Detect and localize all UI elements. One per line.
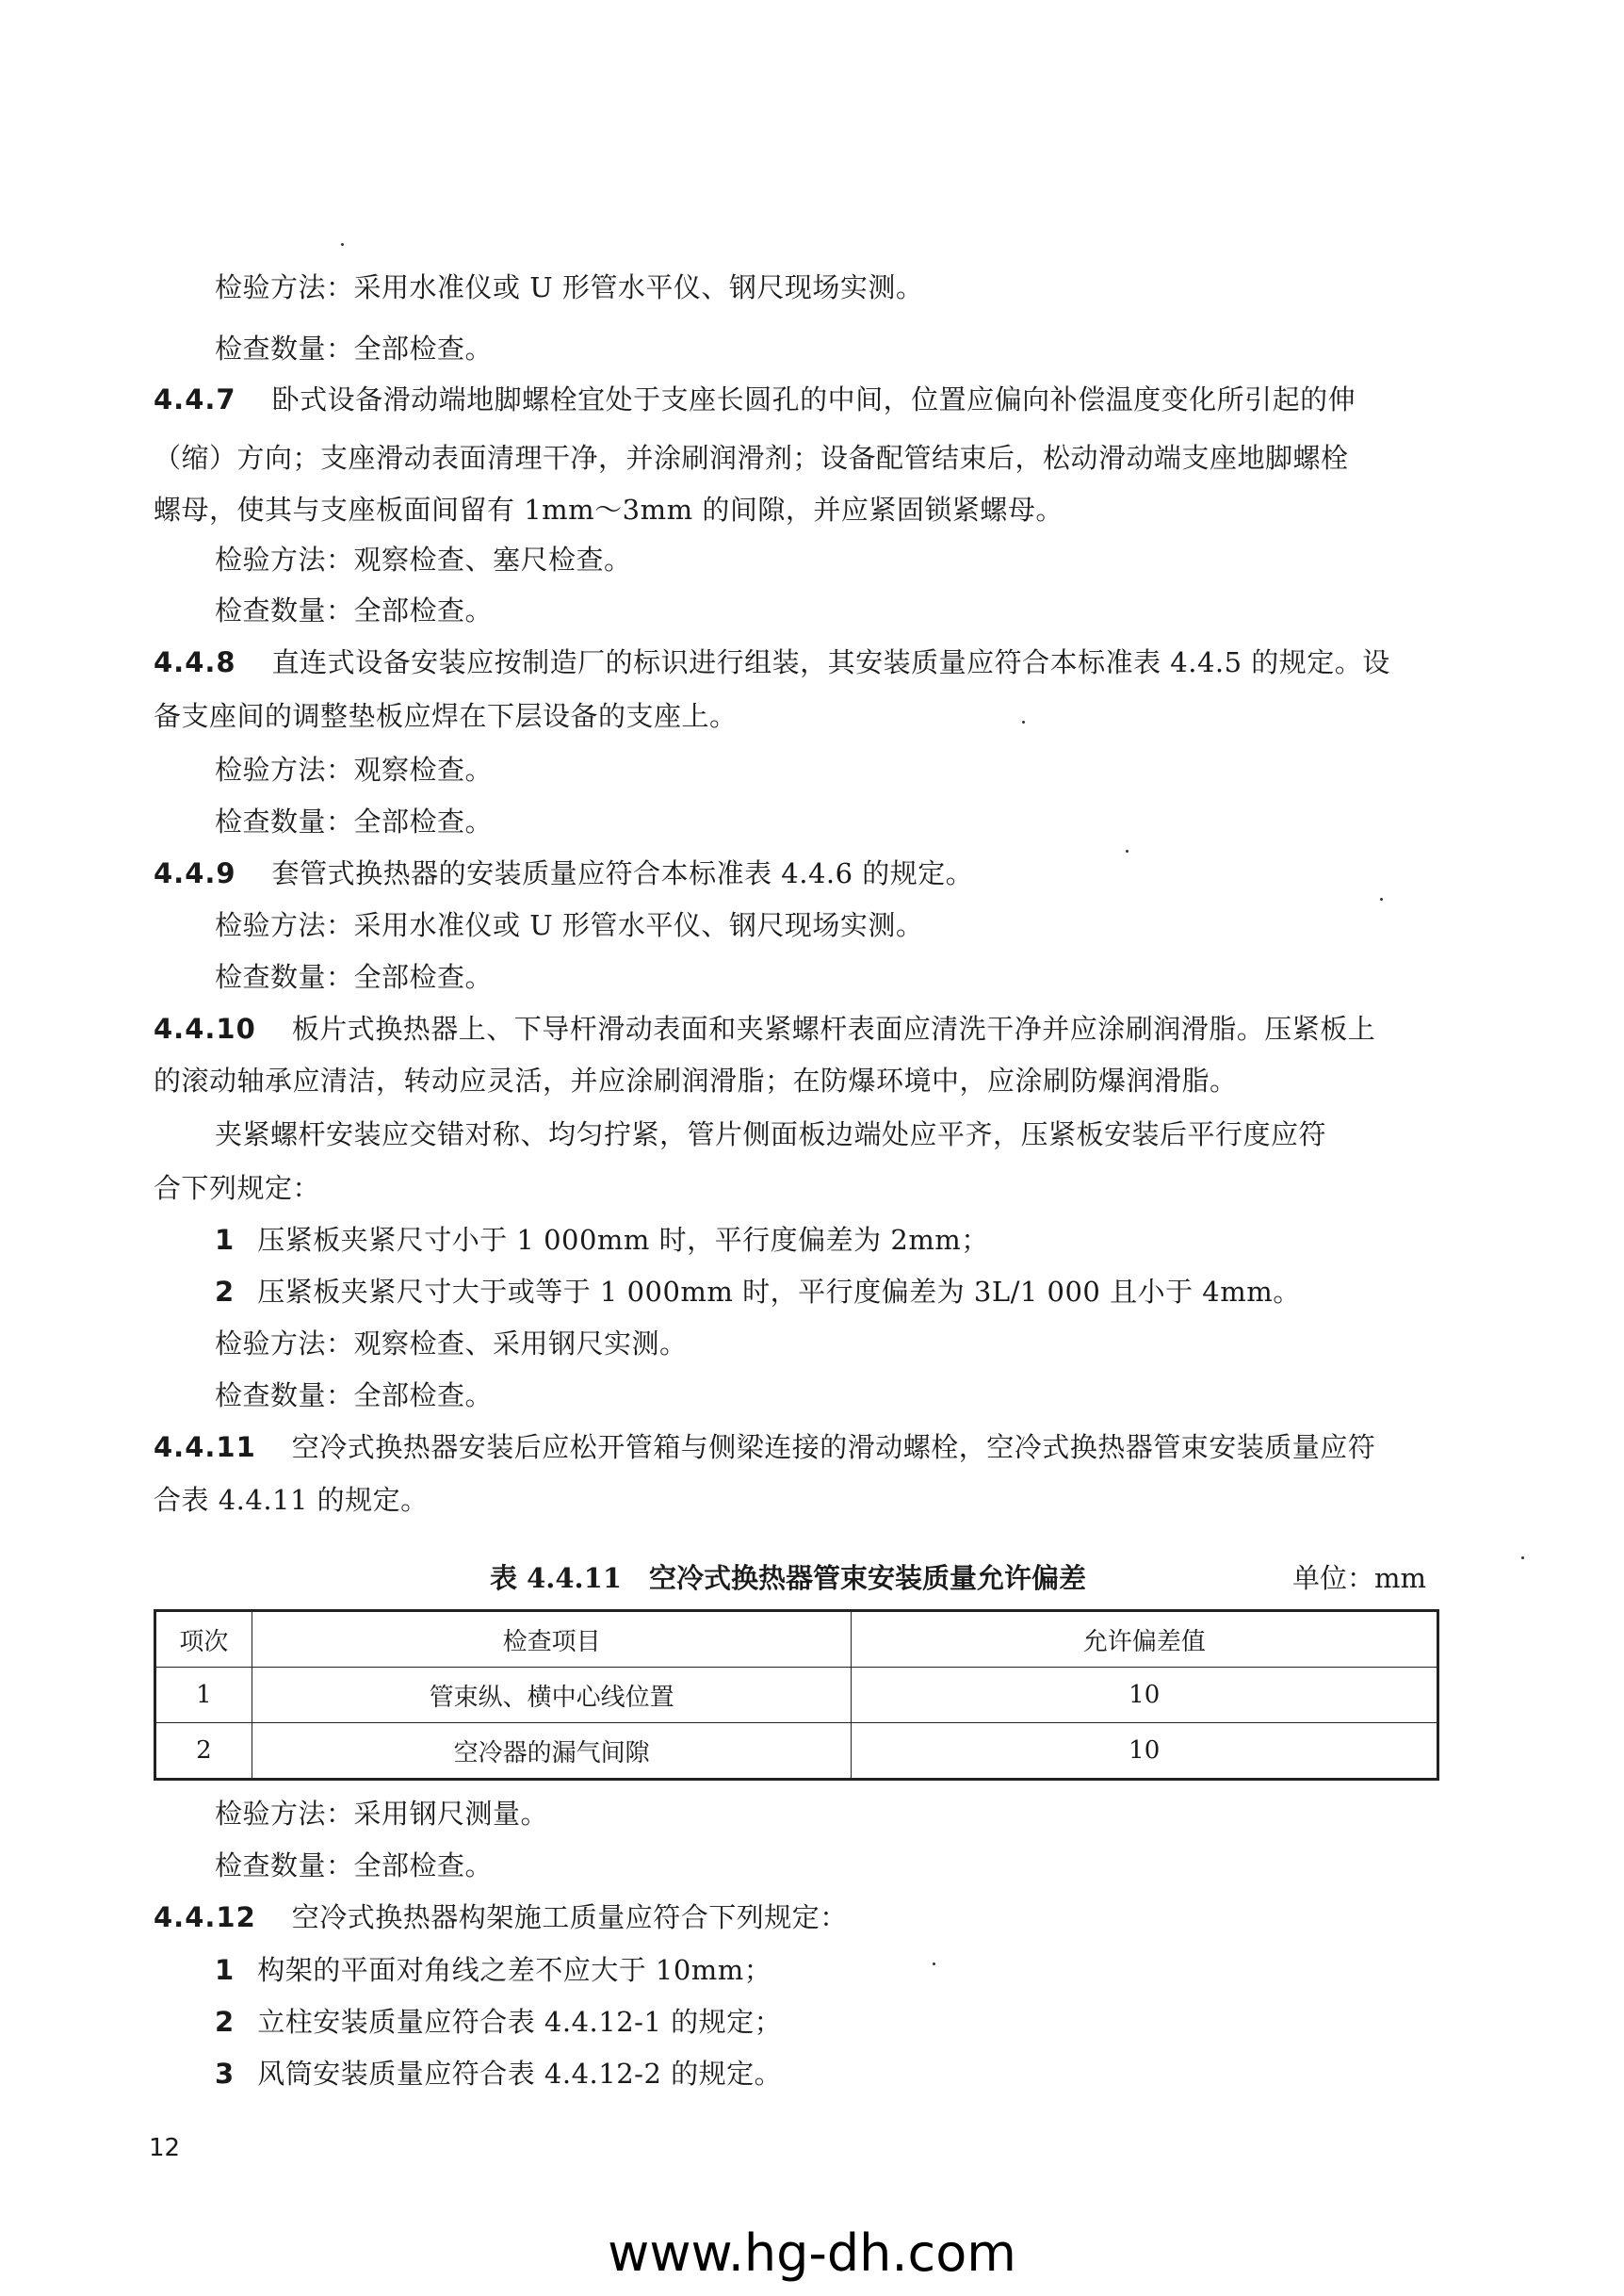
- row-item-no: 2: [155, 1723, 252, 1780]
- text-line: [215, 906, 923, 944]
- line-text: 卧式设备滑动端地脚螺栓宜处于支座长圆孔的中间，位置应偏向补偿温度变化所引起的伸: [271, 383, 1356, 415]
- clause-number: 1: [215, 1224, 235, 1256]
- clause-number: 4.4.11: [154, 1431, 256, 1463]
- header-tolerance: 允许偏差值: [852, 1611, 1438, 1668]
- text-line: [215, 330, 493, 367]
- clause-line: [154, 643, 1390, 681]
- text-line: [215, 1115, 1326, 1153]
- line-text: 检验方法：观察检查、采用钢尺实测。: [215, 1327, 688, 1360]
- line-text: 板片式换热器上、下导杆滑动表面和夹紧螺杆表面应清洗干净并应涂刷润滑脂。压紧板上: [291, 1013, 1376, 1045]
- line-text: 合下列规定：: [154, 1172, 321, 1204]
- line-text: 检验方法：观察检查、塞尺检查。: [215, 544, 632, 576]
- clause-line: [215, 2055, 782, 2092]
- clause-number: 4.4.12: [154, 1901, 256, 1933]
- table-row: [155, 1723, 1438, 1780]
- clause-number: 4.4.9: [154, 857, 236, 889]
- scan-speck: [1380, 898, 1383, 901]
- text-line: [154, 1169, 320, 1207]
- text-line: [154, 1481, 429, 1519]
- line-text: 合表 4.4.11 的规定。: [154, 1484, 429, 1516]
- header-check-item: 检查项目: [252, 1611, 852, 1668]
- row-check-item: 空冷器的漏气间隙: [252, 1723, 852, 1780]
- row-item-no: 1: [155, 1668, 252, 1723]
- line-text: 检查数量：全部检查。: [215, 1849, 494, 1881]
- clause-line: [154, 381, 1356, 418]
- header-item-no: 项次: [155, 1611, 252, 1668]
- clause-line: [215, 2003, 782, 2041]
- clause-line: [154, 1428, 1375, 1466]
- line-text: 风筒安装质量应符合表 4.4.12-2 的规定。: [257, 2058, 783, 2090]
- page-number: 12: [149, 2134, 181, 2162]
- tolerance-table: [154, 1609, 1439, 1781]
- line-text: 套管式换热器的安装质量应符合本标准表 4.4.6 的规定。: [271, 857, 974, 889]
- line-text: 检查数量：全部检查。: [215, 1379, 494, 1411]
- text-line: [215, 269, 923, 306]
- clause-number: 4.4.7: [154, 383, 236, 415]
- clause-line: [215, 1221, 989, 1259]
- line-text: 压紧板夹紧尺寸小于 1 000mm 时，平行度偏差为 2mm；: [257, 1224, 989, 1256]
- line-text: 构架的平面对角线之差不应大于 10mm；: [257, 1954, 772, 1986]
- line-text: 检查数量：全部检查。: [215, 333, 494, 365]
- scan-speck: [1126, 850, 1129, 853]
- row-tolerance: 10: [852, 1668, 1438, 1723]
- clause-line: [154, 1010, 1375, 1048]
- table-title: 表 4.4.11 空冷式换热器管束安装质量允许偏差: [490, 1562, 1087, 1594]
- clause-number: 4.4.8: [154, 646, 236, 678]
- line-text: 检验方法：采用钢尺测量。: [215, 1798, 549, 1830]
- scan-speck: [1521, 1556, 1524, 1559]
- line-text: 检查数量：全部检查。: [215, 594, 494, 627]
- line-text: 检验方法：采用水准仪或 U 形管水平仪、钢尺现场实测。: [215, 271, 924, 303]
- scan-speck: [933, 1962, 935, 1965]
- scan-speck: [341, 243, 344, 246]
- clause-line: [215, 1951, 771, 1989]
- text-line: [215, 1795, 548, 1832]
- line-text: 直连式设备安装应按制造厂的标识进行组装，其安装质量应符合本标准表 4.4.5 的规定。设: [271, 646, 1390, 678]
- clause-number: 3: [215, 2058, 235, 2090]
- line-text: 的滚动轴承应清洁，转动应灵活，并应涂刷润滑脂；在防爆环境中，应涂刷防爆润滑脂。: [154, 1065, 1238, 1097]
- text-line: [215, 592, 493, 629]
- text-line: [215, 751, 493, 789]
- clause-number: 2: [215, 2006, 235, 2038]
- text-line: [154, 697, 738, 735]
- line-text: 检查数量：全部检查。: [215, 961, 494, 993]
- line-text: 压紧板夹紧尺寸大于或等于 1 000mm 时，平行度偏差为 3L/1 000 且小于 4mm。: [257, 1276, 1301, 1308]
- line-text: 检查数量：全部检查。: [215, 806, 494, 838]
- clause-line: [154, 855, 973, 892]
- line-text: 空冷式换热器安装后应松开管箱与侧梁连接的滑动螺栓，空冷式换热器管束安装质量应符: [291, 1431, 1376, 1463]
- clause-number: 1: [215, 1954, 235, 1986]
- row-tolerance: 10: [852, 1723, 1438, 1780]
- footer-watermark-url: www.hg-dh.com: [608, 2223, 1016, 2283]
- text-line: [215, 1325, 688, 1362]
- line-text: 备支座间的调整垫板应焊在下层设备的支座上。: [154, 700, 738, 732]
- text-line: [154, 439, 1349, 477]
- table-row: [155, 1668, 1438, 1723]
- scan-speck: [1022, 721, 1025, 724]
- text-line: [215, 1376, 493, 1414]
- line-text: 空冷式换热器构架施工质量应符合下列规定：: [291, 1901, 848, 1933]
- clause-line: [154, 1898, 848, 1936]
- text-line: [154, 1062, 1238, 1099]
- clause-number: 4.4.10: [154, 1013, 256, 1045]
- line-text: 检验方法：观察检查。: [215, 754, 494, 786]
- text-line: [215, 1847, 493, 1884]
- line-text: 夹紧螺杆安装应交错对称、均匀拧紧，管片侧面板边端处应平齐，压紧板安装后平行度应符: [215, 1118, 1327, 1150]
- text-line: [215, 958, 493, 996]
- line-text: 螺母，使其与支座板面间留有 1mm～3mm 的间隙，并应紧固锁紧螺母。: [154, 494, 1064, 526]
- table-unit: 单位：mm: [1292, 1562, 1426, 1594]
- text-line: [154, 491, 1064, 529]
- line-text: （缩）方向；支座滑动表面清理干净，并涂刷润滑剂；设备配管结束后，松动滑动端支座地脚螺栓: [154, 442, 1349, 474]
- table-header-row: [155, 1611, 1438, 1668]
- clause-number: 2: [215, 1276, 235, 1308]
- line-text: 检验方法：采用水准仪或 U 形管水平仪、钢尺现场实测。: [215, 909, 924, 941]
- row-check-item: 管束纵、横中心线位置: [252, 1668, 852, 1723]
- text-line: [215, 541, 632, 578]
- clause-line: [215, 1273, 1301, 1311]
- text-line: [215, 803, 493, 840]
- line-text: 立柱安装质量应符合表 4.4.12-1 的规定；: [257, 2006, 783, 2038]
